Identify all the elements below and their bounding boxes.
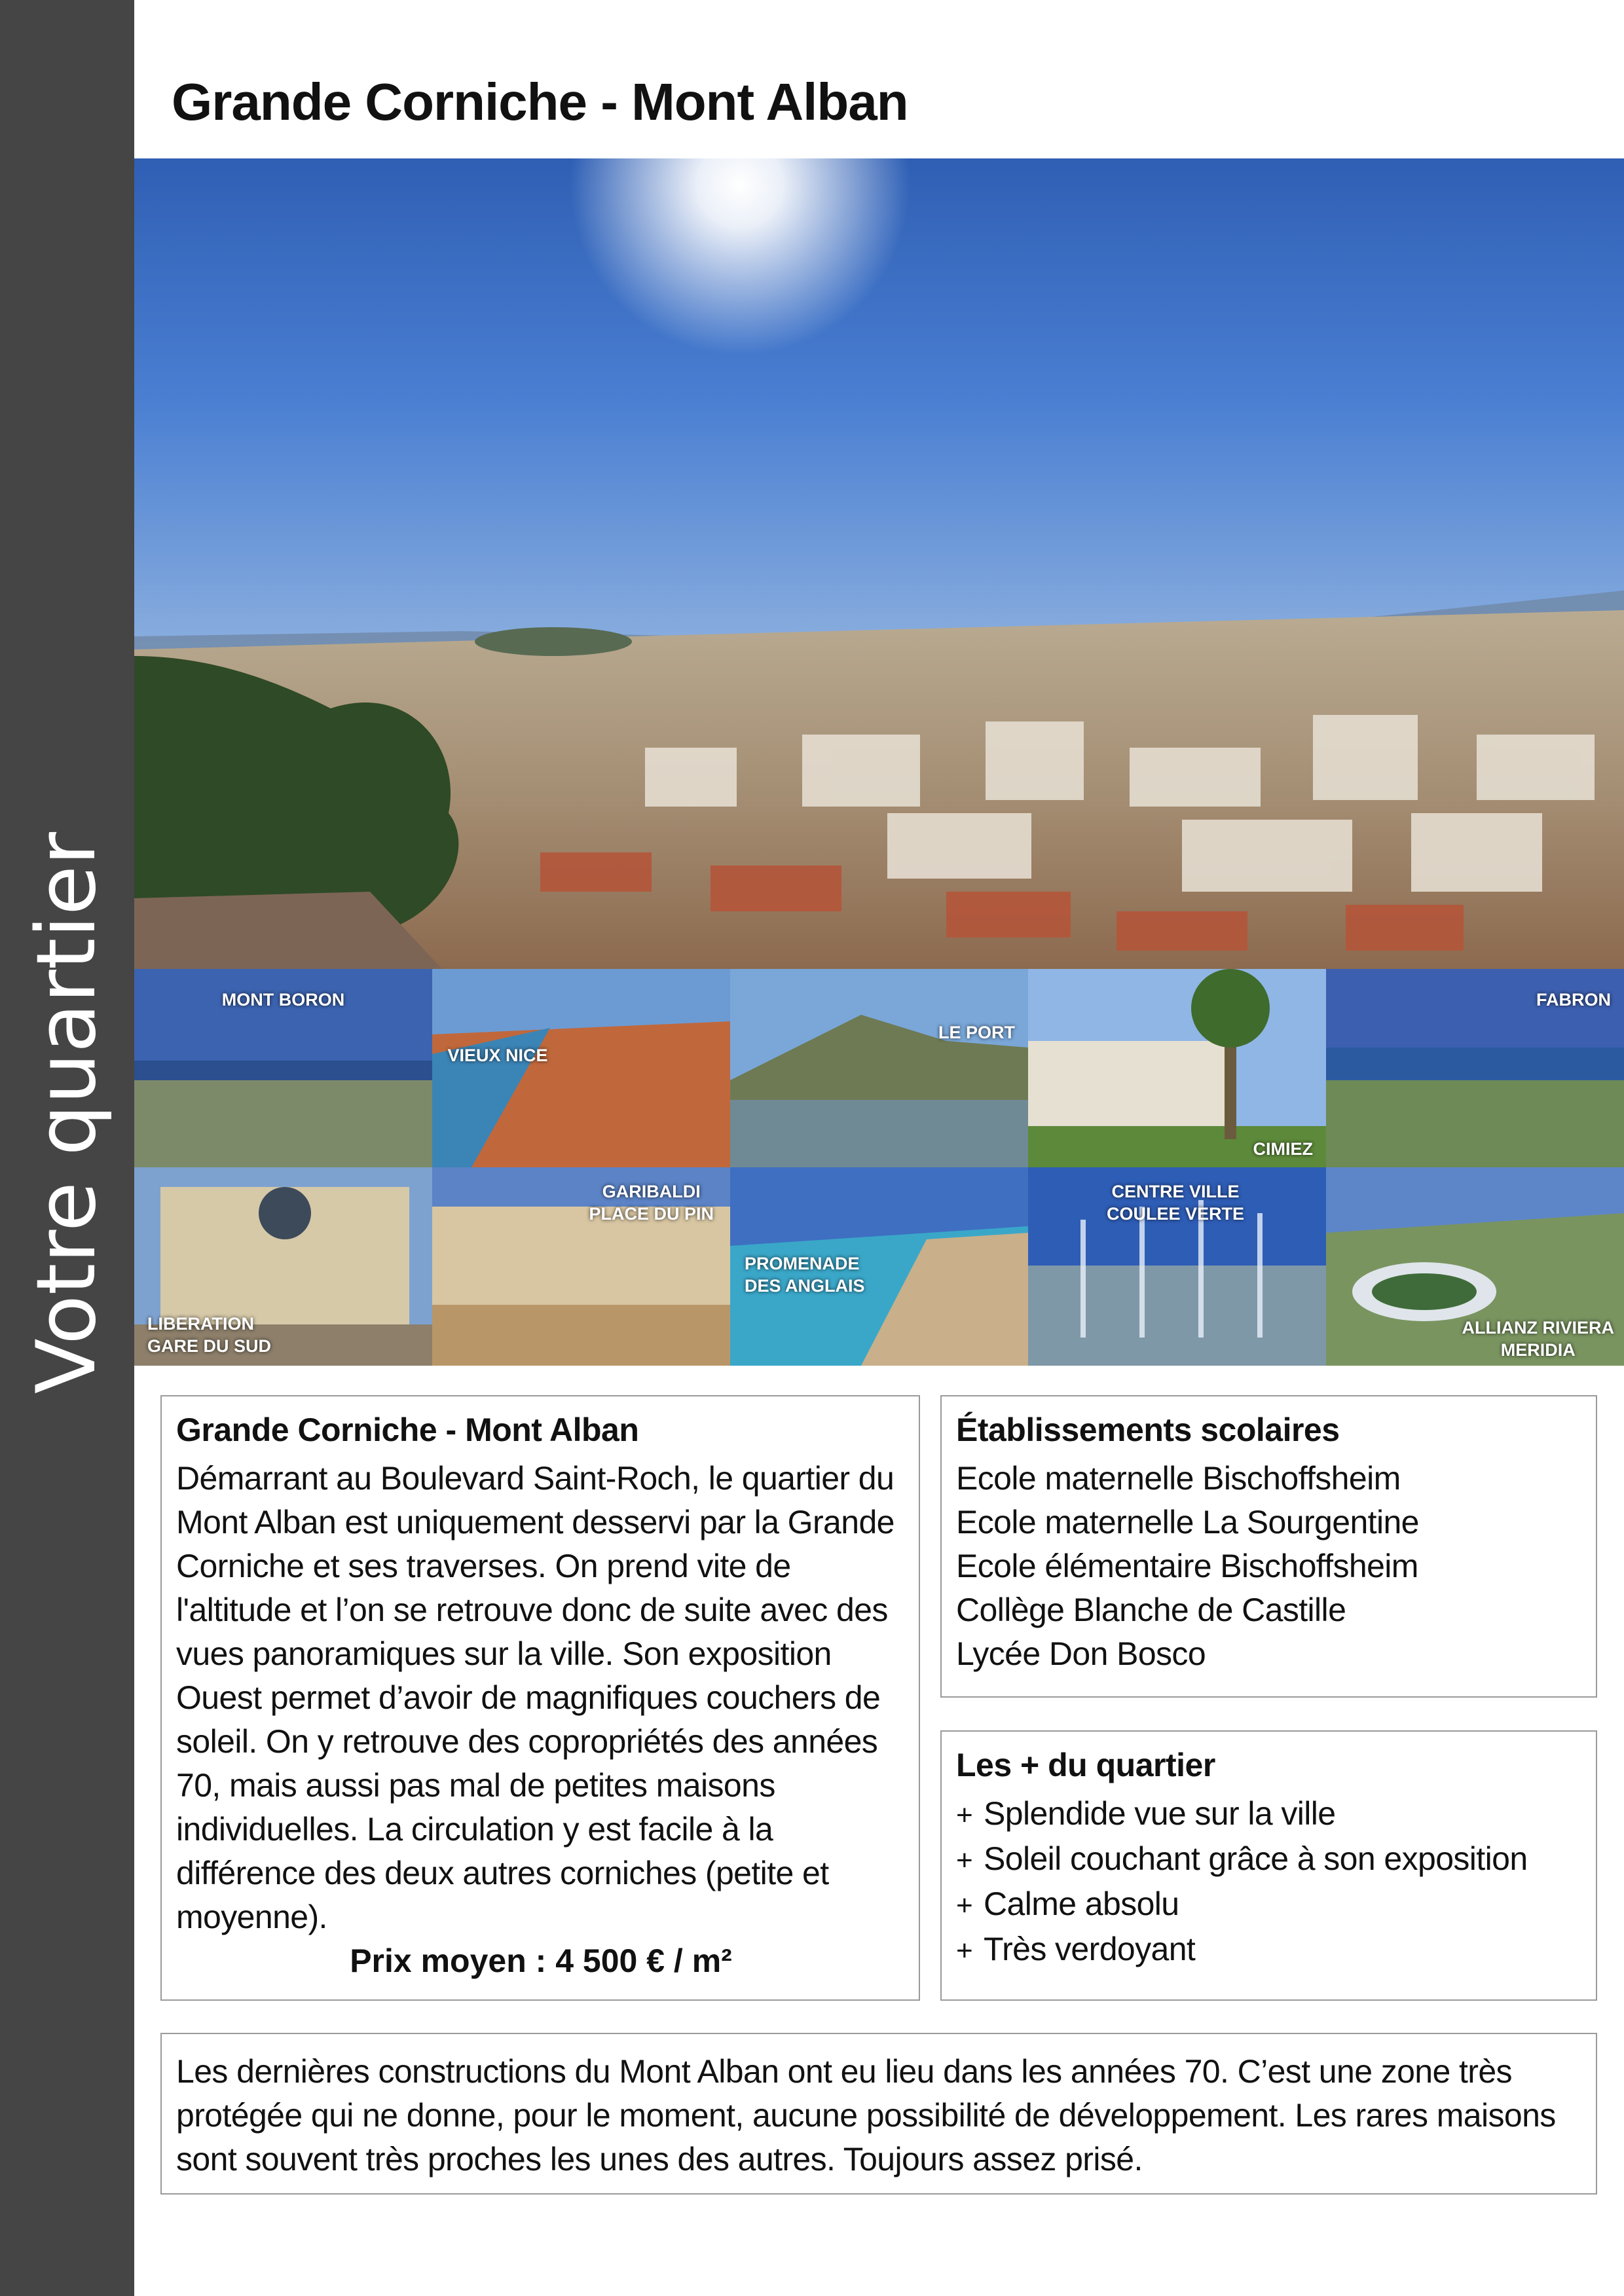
tile-caption: CIMIEZ: [1253, 1139, 1313, 1159]
tile-caption: ALLIANZ RIVIERA MERIDIA: [1462, 1318, 1614, 1360]
footer-note-box: [160, 2033, 1597, 2195]
schools-title: Établissements scolaires: [956, 1412, 1340, 1448]
description-title: Grande Corniche - Mont Alban: [176, 1412, 639, 1448]
tile-caption: PROMENADE DES ANGLAIS: [745, 1254, 865, 1296]
advantages-list: [956, 1792, 1583, 1973]
school-item: Collège Blanche de Castille: [956, 1592, 1346, 1628]
plus-icon: +: [956, 1799, 973, 1831]
tile-caption: MONT BORON: [221, 990, 345, 1010]
schools-list: [956, 1457, 1583, 1676]
tile-centre-ville: [1028, 1167, 1326, 1366]
advantage-item: [956, 1837, 1583, 1882]
tile-garibaldi: [432, 1167, 730, 1366]
tile-caption: LE PORT: [938, 1023, 1015, 1042]
headland: [475, 627, 632, 656]
school-item: Ecole maternelle Bischoffsheim: [956, 1460, 1401, 1497]
page-title: Grande Corniche - Mont Alban: [172, 73, 908, 131]
advantage-text: Soleil couchant grâce à son exposition: [984, 1840, 1528, 1877]
tile-fabron: [1326, 969, 1624, 1167]
plus-icon: +: [956, 1844, 973, 1876]
tile-vieux-nice: [432, 969, 730, 1167]
tile-caption: LIBERATION GARE DU SUD: [147, 1314, 272, 1356]
footer-note: Les dernières constructions du Mont Alban ont eu lieu dans les années 70. C’est une zone très protégée qui ne donne, pour le moment, aucune possibilité de développement. Les rares maisons sont souvent très proches les unes des autres. Toujours assez prisé.: [176, 2053, 1556, 2178]
school-item: Lycée Don Bosco: [956, 1635, 1206, 1672]
description-text: Démarrant au Boulevard Saint-Roch, le quartier du Mont Alban est uniquement desservi par la Grande Corniche et ses traverses. On prend vite de l'altitude et l’on se retrouve donc de suite avec des vues panoramiques sur la ville. Son exposition Ouest permet d’avoir de magnifiques couchers de soleil. On y retrouve des copropriétés des années 70, mais aussi pas mal de petites maisons individuelles. La circulation y est facile à la différence des deux autres corniches (petite et moyenne).: [176, 1460, 895, 1935]
description-box: [160, 1395, 920, 2001]
advantage-item: [956, 1882, 1583, 1927]
advantage-item: [956, 1927, 1583, 1973]
advantage-text: Splendide vue sur la ville: [984, 1795, 1336, 1832]
advantage-text: Très verdoyant: [984, 1931, 1196, 1967]
tile-cimiez: [1028, 969, 1326, 1167]
panorama-illustration: [134, 158, 1624, 969]
tile-caption: VIEUX NICE: [447, 1046, 548, 1065]
sidebar-label: Votre quartier: [20, 831, 114, 1394]
sidebar: [0, 0, 134, 2296]
tile-caption: GARIBALDI PLACE DU PIN: [589, 1182, 714, 1224]
school-item: Ecole maternelle La Sourgentine: [956, 1504, 1419, 1540]
schools-box: [940, 1395, 1597, 1698]
tile-le-port: [730, 969, 1028, 1167]
tile-liberation: [134, 1167, 432, 1366]
price: Prix moyen : 4 500 € / m²: [350, 1942, 732, 1979]
hero-photo: [134, 158, 1624, 969]
tile-photo: [432, 969, 730, 1167]
plus-icon: +: [956, 1889, 973, 1922]
neighborhood-grid: [134, 969, 1624, 1366]
tile-mont-boron: [134, 969, 432, 1167]
tile-caption: FABRON: [1536, 990, 1611, 1010]
school-item: Ecole élémentaire Bischoffsheim: [956, 1548, 1418, 1584]
tile-caption: CENTRE VILLE COULEE VERTE: [1107, 1182, 1245, 1224]
advantages-title: Les + du quartier: [956, 1747, 1215, 1783]
tile-photo: [730, 969, 1028, 1167]
tile-promenade: [730, 1167, 1028, 1366]
plus-icon: +: [956, 1935, 973, 1967]
tile-allianz-riviera: [1326, 1167, 1624, 1366]
sun: [570, 158, 910, 355]
advantage-text: Calme absolu: [984, 1886, 1179, 1922]
advantages-box: [940, 1730, 1597, 2001]
advantage-item: [956, 1792, 1583, 1837]
